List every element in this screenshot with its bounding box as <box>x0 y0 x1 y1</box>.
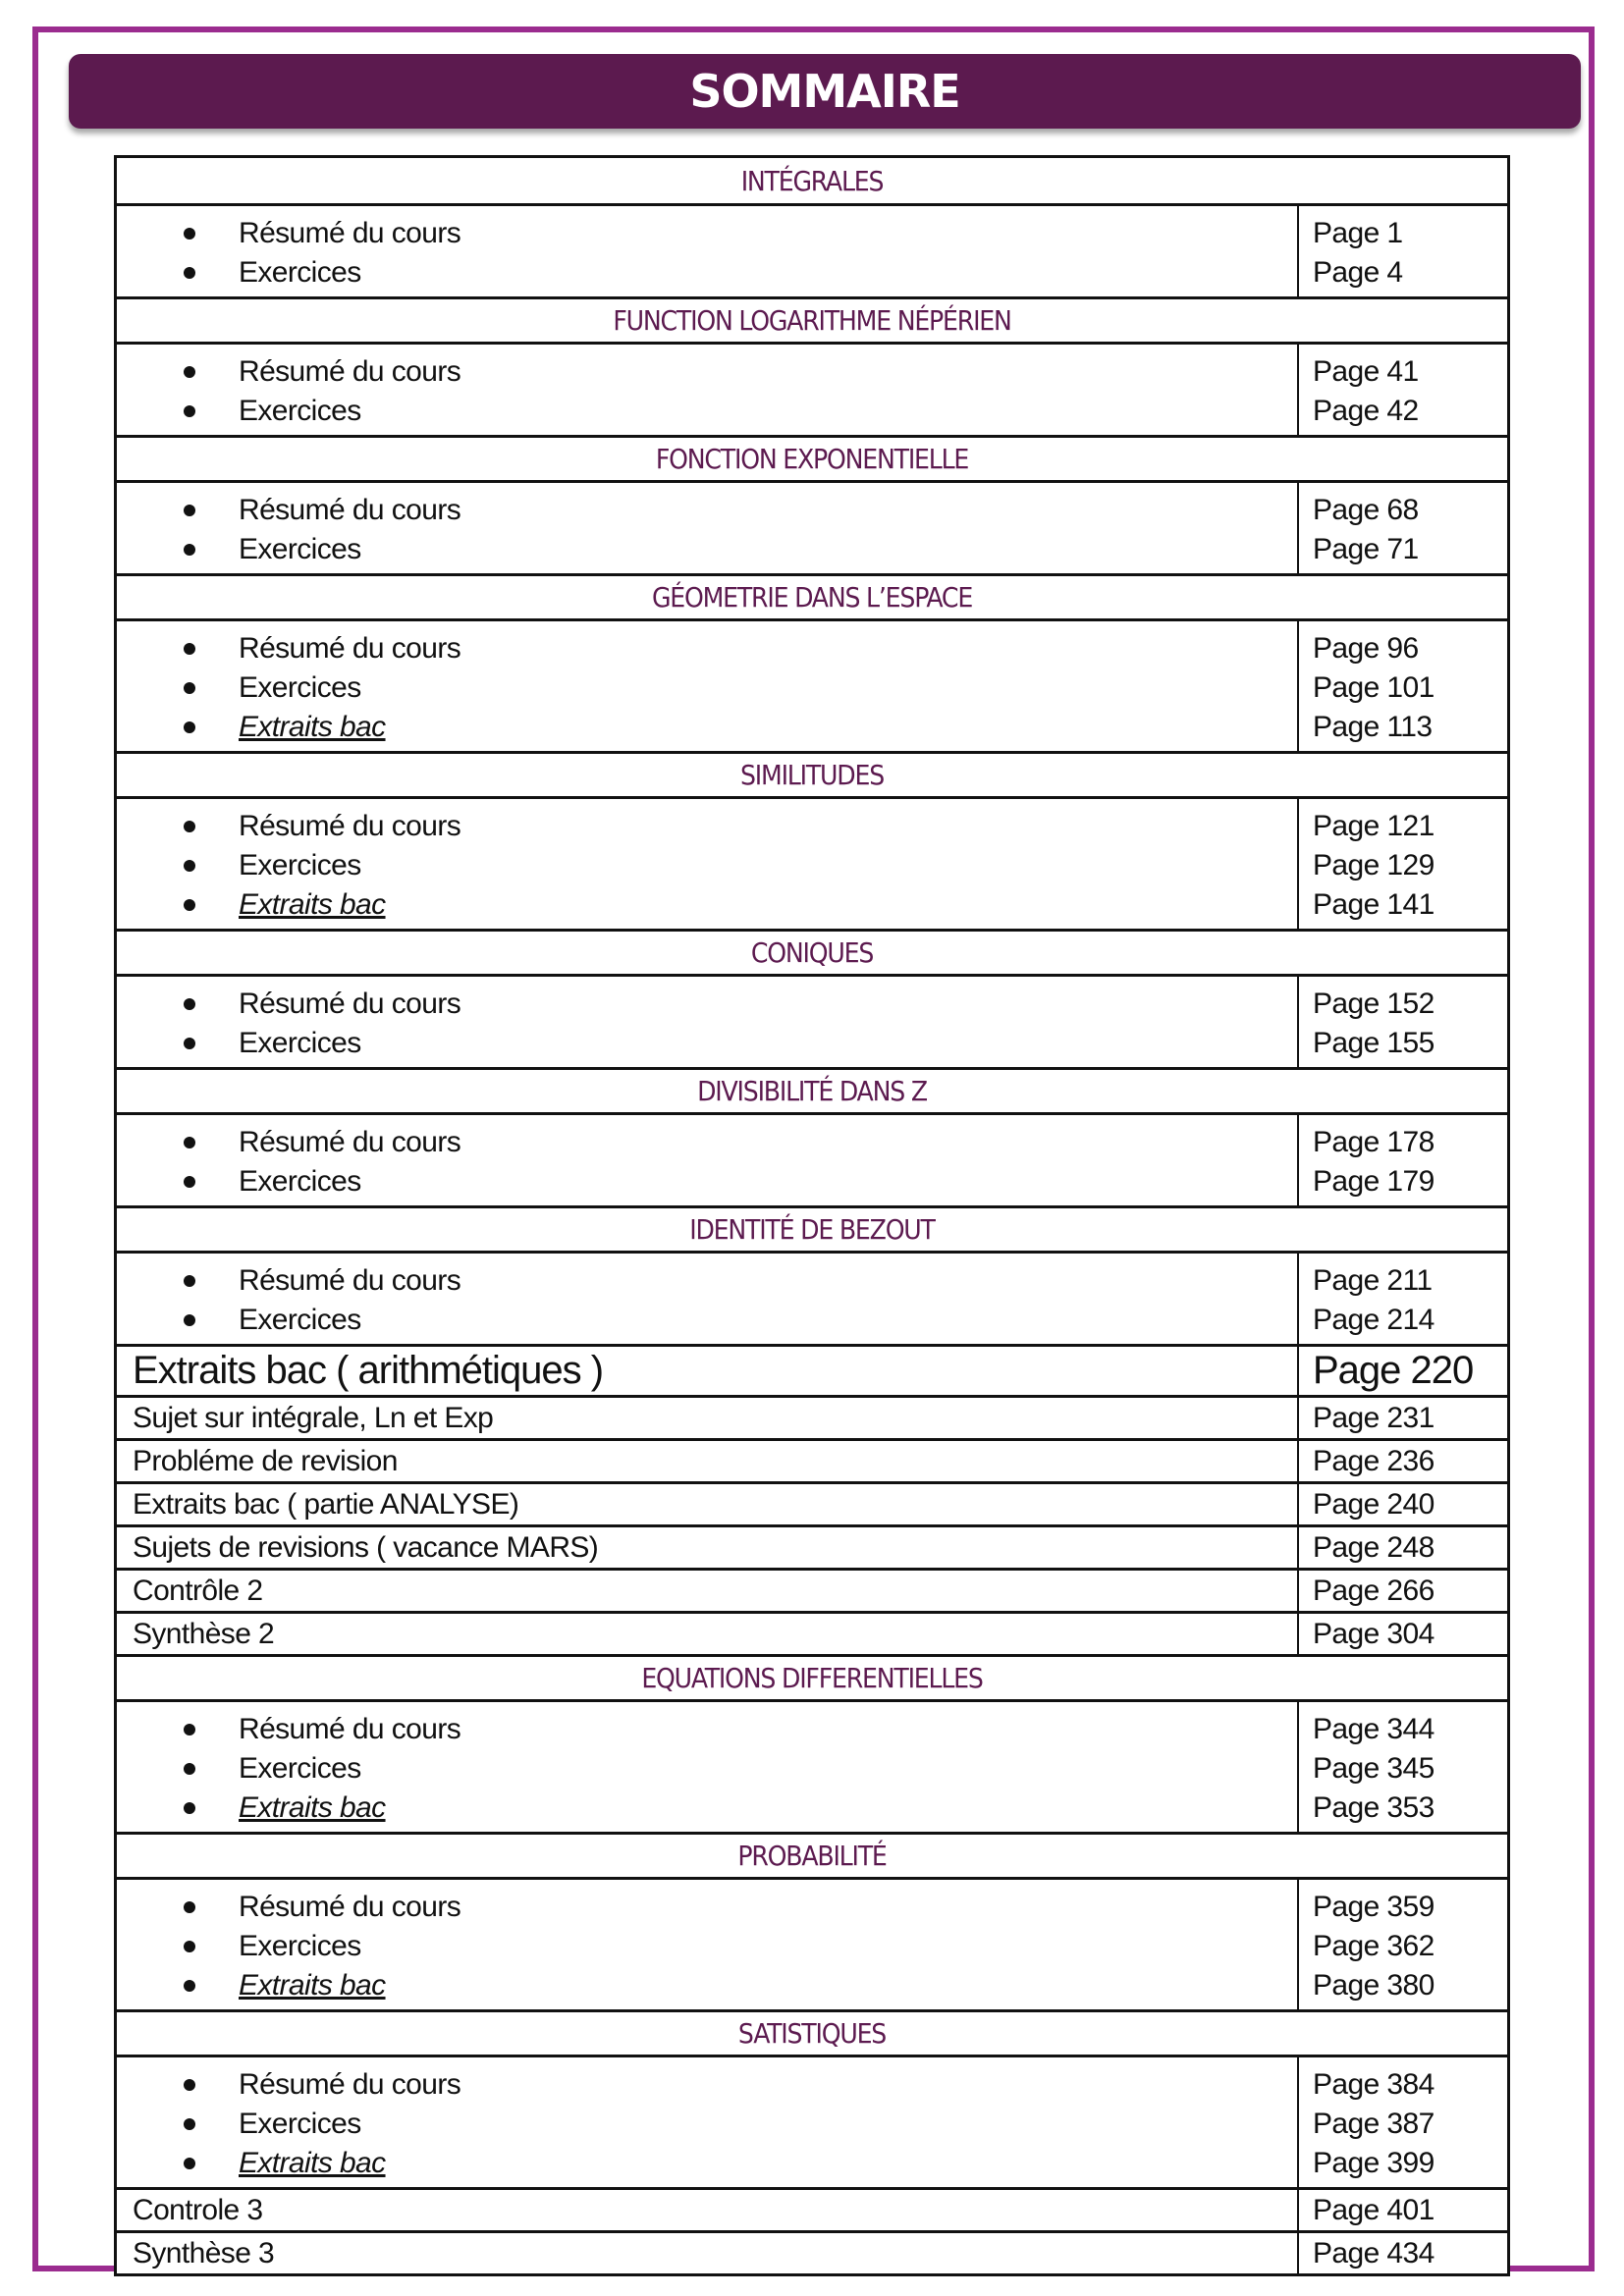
list-item[interactable] <box>117 1927 1297 1966</box>
entry-label: Controle 3 <box>117 2190 1299 2230</box>
entry-label: Sujet sur intégrale, Ln et Exp <box>117 1398 1299 1438</box>
table-row[interactable] <box>117 1438 1507 1481</box>
section-entries <box>117 618 1507 751</box>
entry-page: Page 4 <box>1313 256 1403 289</box>
entry-page: Page 344 <box>1313 1713 1435 1745</box>
entry-pages-cell <box>1299 483 1507 573</box>
entry-page: Page 141 <box>1313 888 1435 921</box>
section-header: EQUATIONS DIFFERENTIELLES <box>117 1654 1507 1699</box>
entry-pages-cell <box>1299 2057 1507 2187</box>
entry-pages-cell <box>1299 1880 1507 2009</box>
entry-page: Page 71 <box>1313 533 1419 565</box>
entry-page: Page 240 <box>1313 1487 1435 1521</box>
bullet-icon <box>184 1314 195 1326</box>
table-row[interactable] <box>117 1395 1507 1438</box>
list-item[interactable] <box>117 1261 1297 1301</box>
list-item[interactable] <box>117 1710 1297 1749</box>
entry-label: Exercices <box>239 1304 361 1336</box>
section-entries <box>117 1251 1507 1344</box>
entry-label: Exercices <box>239 1930 361 1962</box>
entry-page: Page 68 <box>1313 494 1419 526</box>
bullet-icon <box>184 1941 195 1952</box>
entry-pages-cell <box>1299 345 1507 435</box>
entry-labels-cell <box>117 1880 1299 2009</box>
entry-page: Page 220 <box>1313 1349 1474 1392</box>
list-item[interactable] <box>117 1162 1297 1201</box>
list-item[interactable] <box>117 708 1297 747</box>
entry-page: Page 178 <box>1313 1126 1435 1158</box>
entry-page: Page 155 <box>1313 1027 1435 1059</box>
entry-labels-cell <box>117 345 1299 435</box>
entry-label: Extraits bac ( partie ANALYSE) <box>117 1484 1299 1524</box>
bullet-icon <box>184 2158 195 2169</box>
entry-pages-cell <box>1299 1702 1507 1832</box>
entry-pages-cell <box>1299 621 1507 751</box>
table-row[interactable] <box>117 1611 1507 1654</box>
section-header: CONIQUES <box>117 929 1507 974</box>
entry-labels-cell <box>117 1115 1299 1205</box>
entry-page: Page 231 <box>1313 1401 1435 1434</box>
section-entries <box>117 796 1507 929</box>
bullet-icon <box>184 998 195 1010</box>
entry-labels-cell <box>117 977 1299 1067</box>
list-item[interactable] <box>117 1789 1297 1828</box>
section-entries <box>117 342 1507 435</box>
list-item[interactable] <box>117 214 1297 253</box>
entry-page: Page 384 <box>1313 2068 1435 2101</box>
bullet-icon <box>184 2079 195 2091</box>
entry-label: Exercices <box>239 849 361 881</box>
bullet-icon <box>184 1176 195 1188</box>
section-header: FUNCTION LOGARITHME NÉPÉRIEN <box>117 296 1507 342</box>
entry-page: Page 434 <box>1313 2236 1435 2269</box>
table-of-contents <box>114 155 1510 2276</box>
list-item[interactable] <box>117 1123 1297 1162</box>
bullet-icon <box>184 228 195 240</box>
entry-page: Page 121 <box>1313 810 1435 842</box>
entry-page: Page 1 <box>1313 217 1403 249</box>
entry-page: Page 266 <box>1313 1574 1435 1607</box>
list-item[interactable] <box>117 1888 1297 1927</box>
entry-labels-cell <box>117 206 1299 296</box>
list-item[interactable] <box>117 2065 1297 2105</box>
entry-label: Probléme de revision <box>117 1441 1299 1481</box>
list-item[interactable] <box>117 530 1297 569</box>
entry-page: Page 211 <box>1313 1264 1433 1297</box>
bullet-icon <box>184 721 195 733</box>
entry-label: Extraits bac <box>239 1969 386 2002</box>
bullet-icon <box>184 366 195 378</box>
entry-labels-cell <box>117 1702 1299 1832</box>
page-title: SOMMAIRE <box>689 65 960 118</box>
entry-page: Page 101 <box>1313 671 1435 704</box>
list-item[interactable] <box>117 985 1297 1024</box>
entry-page: Page 248 <box>1313 1530 1435 1564</box>
entry-page: Page 152 <box>1313 988 1435 1020</box>
entry-label: Synthèse 2 <box>117 1614 1299 1654</box>
bullet-icon <box>184 505 195 516</box>
section-entries <box>117 480 1507 573</box>
section-entries <box>117 1112 1507 1205</box>
list-item[interactable] <box>117 2144 1297 2183</box>
list-item[interactable] <box>117 392 1297 431</box>
entry-label: Extraits bac <box>239 1791 386 1824</box>
list-item[interactable] <box>117 885 1297 925</box>
table-row[interactable] <box>117 1524 1507 1568</box>
bullet-icon <box>184 544 195 556</box>
entry-label: Extraits bac <box>239 888 386 921</box>
section-header: IDENTITÉ DE BEZOUT <box>117 1205 1507 1251</box>
entry-label: Résumé du cours <box>239 355 461 388</box>
entry-page: Page 129 <box>1313 849 1435 881</box>
entry-page: Page 359 <box>1313 1891 1435 1923</box>
entry-label: Exercices <box>239 2108 361 2140</box>
bullet-icon <box>184 1275 195 1287</box>
entry-label: Résumé du cours <box>239 1713 461 1745</box>
list-item[interactable] <box>117 352 1297 392</box>
section-entries <box>117 974 1507 1067</box>
entry-label: Contrôle 2 <box>117 1571 1299 1611</box>
list-item[interactable] <box>117 1024 1297 1063</box>
section-header: GÉOMETRIE DANS L’ESPACE <box>117 573 1507 618</box>
title-banner <box>69 54 1581 129</box>
list-item[interactable] <box>117 1966 1297 2005</box>
entry-label: Extraits bac <box>239 2147 386 2179</box>
table-row[interactable] <box>117 1344 1507 1395</box>
section-entries <box>117 1699 1507 1832</box>
bullet-icon <box>184 1763 195 1775</box>
entry-label: Exercices <box>239 256 361 289</box>
section-header: FONCTION EXPONENTIELLE <box>117 435 1507 480</box>
list-item[interactable] <box>117 1749 1297 1789</box>
entry-page: Page 214 <box>1313 1304 1435 1336</box>
entry-page: Page 236 <box>1313 1444 1435 1477</box>
entry-label: Sujets de revisions ( vacance MARS) <box>117 1527 1299 1568</box>
section-header: INTÉGRALES <box>740 164 884 197</box>
entry-label: Résumé du cours <box>239 2068 461 2101</box>
entry-page: Page 42 <box>1313 395 1419 427</box>
entry-page: Page 362 <box>1313 1930 1435 1962</box>
list-item[interactable] <box>117 2105 1297 2144</box>
section-header: PROBABILITÉ <box>117 1832 1507 1877</box>
entry-label: Résumé du cours <box>239 217 461 249</box>
entry-label: Exercices <box>239 1165 361 1198</box>
bullet-icon <box>184 1724 195 1735</box>
section-header: SIMILITUDES <box>117 751 1507 796</box>
bullet-icon <box>184 643 195 655</box>
entry-label: Résumé du cours <box>239 810 461 842</box>
list-item[interactable] <box>117 846 1297 885</box>
bullet-icon <box>184 1901 195 1913</box>
entry-label: Extraits bac <box>239 711 386 743</box>
entry-pages-cell <box>1299 799 1507 929</box>
entry-label: Résumé du cours <box>239 988 461 1020</box>
entry-page: Page 345 <box>1313 1752 1435 1785</box>
bullet-icon <box>184 860 195 872</box>
list-item[interactable] <box>117 629 1297 668</box>
entry-page: Page 380 <box>1313 1969 1435 2002</box>
entry-label: Résumé du cours <box>239 1126 461 1158</box>
bullet-icon <box>184 2118 195 2130</box>
entry-page: Page 41 <box>1313 355 1419 388</box>
entry-page: Page 179 <box>1313 1165 1435 1198</box>
entry-label: Exercices <box>239 533 361 565</box>
bullet-icon <box>184 682 195 694</box>
entry-pages-cell <box>1299 977 1507 1067</box>
list-item[interactable] <box>117 1301 1297 1340</box>
list-item[interactable] <box>117 491 1297 530</box>
entry-page: Page 401 <box>1313 2193 1435 2226</box>
section-entries <box>117 1877 1507 2009</box>
list-item[interactable] <box>117 668 1297 708</box>
entry-label: Résumé du cours <box>239 1264 461 1297</box>
section-header: SATISTIQUES <box>117 2009 1507 2055</box>
entry-page: Page 96 <box>1313 632 1419 665</box>
entry-label: Exercices <box>239 671 361 704</box>
entry-page: Page 304 <box>1313 1617 1435 1650</box>
bullet-icon <box>184 1038 195 1049</box>
entry-page: Page 387 <box>1313 2108 1435 2140</box>
bullet-icon <box>184 267 195 279</box>
entry-label: Résumé du cours <box>239 632 461 665</box>
entry-page: Page 399 <box>1313 2147 1435 2179</box>
section-entries <box>117 2055 1507 2187</box>
entry-labels-cell <box>117 483 1299 573</box>
section-entries <box>117 203 1507 296</box>
list-item[interactable] <box>117 807 1297 846</box>
bullet-icon <box>184 405 195 417</box>
entry-pages-cell <box>1299 206 1507 296</box>
entry-labels-cell <box>117 1254 1299 1344</box>
entry-label: Résumé du cours <box>239 1891 461 1923</box>
entry-label: Exercices <box>239 395 361 427</box>
bullet-icon <box>184 1137 195 1148</box>
list-item[interactable] <box>117 253 1297 293</box>
entry-label: Résumé du cours <box>239 494 461 526</box>
section-header: DIVISIBILITÉ DANS Z <box>117 1067 1507 1112</box>
entry-label: Exercices <box>239 1027 361 1059</box>
entry-label: Extraits bac ( arithmétiques ) <box>117 1347 1299 1395</box>
entry-pages-cell <box>1299 1115 1507 1205</box>
bullet-icon <box>184 1802 195 1814</box>
table-row[interactable] <box>117 1568 1507 1611</box>
bullet-icon <box>184 899 195 911</box>
entry-labels-cell <box>117 2057 1299 2187</box>
table-row[interactable] <box>117 2230 1507 2273</box>
entry-label: Exercices <box>239 1752 361 1785</box>
table-row[interactable] <box>117 1481 1507 1524</box>
bullet-icon <box>184 821 195 832</box>
entry-pages-cell <box>1299 1254 1507 1344</box>
entry-page: Page 353 <box>1313 1791 1435 1824</box>
entry-labels-cell <box>117 799 1299 929</box>
bullet-icon <box>184 1980 195 1992</box>
entry-page: Page 113 <box>1313 711 1433 743</box>
table-row[interactable] <box>117 2187 1507 2230</box>
entry-label: Synthèse 3 <box>117 2233 1299 2273</box>
entry-labels-cell <box>117 621 1299 751</box>
